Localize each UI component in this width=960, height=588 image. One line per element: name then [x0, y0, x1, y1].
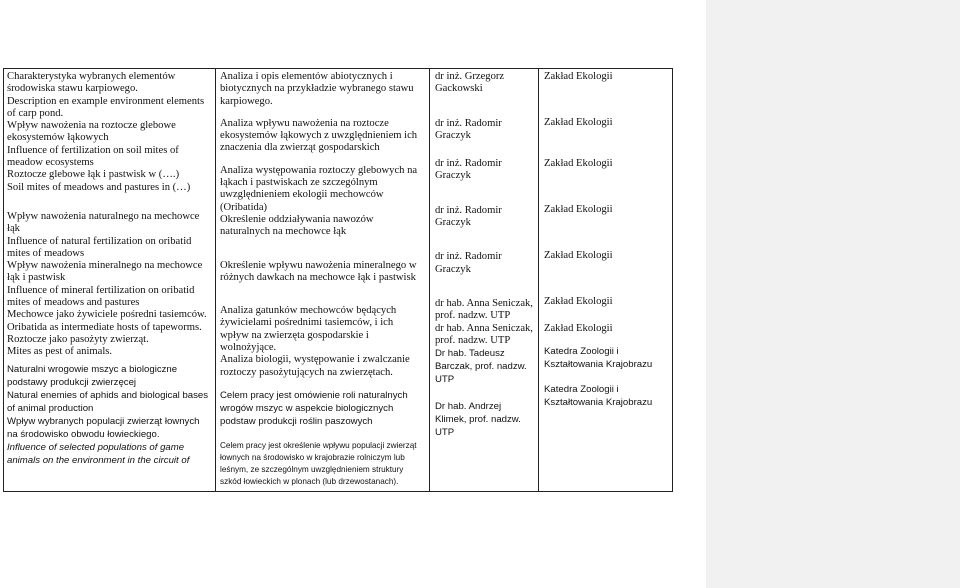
topic-title-en: Influence of selected populations of game animals on the environment in the circuit of — [7, 441, 190, 466]
topic-title: Roztocze glebowe łąk i pastwisk w (….) — [7, 169, 180, 181]
topic-title: Roztocze jako pasożyty zwierząt. — [7, 333, 149, 345]
gray-side-panel — [706, 0, 960, 588]
department-name: Zakład Ekologii — [544, 117, 613, 129]
topic-title: Wpływ nawożenia naturalnego na mechowce łąk — [7, 210, 200, 235]
topic-title: Wpływ nawożenia mineralnego na mechowce łąk i pastwisk — [7, 260, 203, 284]
supervisor-name: dr hab. Anna Seniczak, prof. nadzw. UTP — [435, 322, 533, 346]
topic-title: Naturalni wrogowie mszyc a biologiczne podstawy produkcji zwierzęcej — [7, 363, 178, 388]
topic-title: Mechowce jako żywiciele pośredni tasiemców. — [7, 309, 207, 321]
topic-title: Wpływ wybranych populacji zwierząt łownych na środowisko obwodu łowieckiego. — [7, 415, 200, 440]
supervisor-name: dr inż. Radomir Graczyk — [435, 204, 502, 229]
department-name: Zakład Ekologii — [544, 157, 613, 169]
department-name: Katedra Zoologii i Kształtowania Krajobrazu — [544, 346, 653, 371]
department-name: Zakład Ekologii — [544, 203, 613, 215]
topic-description: Analiza występowania roztoczy glebowych na łąkach i pastwiskach ze szczególnym uwzględnieniem ekologii mechowców (Oribatida) — [220, 164, 418, 213]
department-name: Zakład Ekologii — [544, 322, 613, 334]
topic-description: Analiza i opis elementów abiotycznych i biotycznych na przykładzie wybranego stawu karpiowego. — [220, 71, 414, 107]
description-column — [216, 69, 430, 492]
table-row — [4, 69, 673, 492]
department-column — [539, 69, 673, 492]
topic-title: Charakterystyka wybranych elementów środowiska stawu karpiowego. — [7, 71, 176, 95]
supervisor-name: Dr hab. Andrzej Klimek, prof. nadzw. UTP — [435, 401, 521, 439]
supervisor-name: dr inż. Grzegorz Gackowski — [435, 71, 505, 95]
topic-title-en: Natural enemies of aphids and biological bases of animal production — [7, 389, 209, 414]
topic-title-en: Soil mites of meadows and pastures in (…) — [7, 181, 191, 193]
supervisor-name: Dr hab. Tadeusz Barczak, prof. nadzw. UTP — [435, 348, 527, 386]
supervisor-column — [430, 69, 539, 492]
topic-title-en: Oribatida as intermediate hosts of tapeworms. — [7, 321, 202, 333]
topic-description: Analiza gatunków mechowców będących żywicielami pośrednimi tasiemców, i ich wpływ na zwierzęta gospodarskie i wolnożyjące. — [220, 305, 397, 354]
supervisor-name: dr inż. Radomir Graczyk — [435, 158, 502, 182]
topic-description: Określenie wpływu nawożenia mineralnego w różnych dawkach na mechowce łąk i pastwisk — [220, 259, 417, 283]
department-name: Zakład Ekologii — [544, 71, 613, 82]
topic-title-en: Mites as pest of animals. — [7, 346, 113, 358]
topic-description: Celem pracy jest określenie wpływu populacji zwierząt łownych na środowisko w krajobrazie rolniczym lub leśnym, ze szczególnym uwzględnieniem struktury szkód łowieckich w plonach (lub drzewostanach). — [220, 440, 417, 486]
supervisor-name: dr inż. Radomir Graczyk — [435, 117, 502, 141]
supervisor-name: dr inż. Radomir Graczyk — [435, 251, 502, 275]
topic-title: Wpływ nawożenia na roztocze glebowe ekosystemów łąkowych — [7, 120, 176, 144]
department-name: Zakład Ekologii — [544, 250, 613, 262]
topic-column — [4, 69, 216, 492]
topic-description: Analiza wpływu nawożenia na roztocze ekosystemów łąkowych z uwzględnieniem ich znaczenia dla zwierząt gospodarskich — [220, 117, 418, 154]
topic-title-en: Description en example environment elements of carp pond. — [7, 95, 205, 119]
thesis-topics-table — [3, 68, 673, 492]
department-name: Katedra Zoologii i Kształtowania Krajobrazu — [544, 384, 653, 409]
department-name: Zakład Ekologii — [544, 296, 613, 308]
topic-title-en: Influence of mineral fertilization on oribatid mites of meadows and pastures — [7, 284, 195, 309]
topic-description: Celem pracy jest omówienie roli naturalnych wrogów mszyc w aspekcie biologicznych podstaw produkcji roślin paszowych — [220, 389, 408, 427]
topic-title-en: Influence of fertilization on soil mites of meadow ecosystems — [7, 144, 179, 169]
topic-description: Określenie oddziaływania nawozów naturalnych na mechowce łąk — [220, 213, 374, 238]
topic-title-en: Influence of natural fertilization on oribatid mites of meadows — [7, 235, 192, 259]
supervisor-name: dr hab. Anna Seniczak, prof. nadzw. UTP — [435, 297, 533, 322]
topic-description: Analiza biologii, występowanie i zwalczanie roztoczy pasożytujących na zwierzętach. — [220, 354, 410, 378]
